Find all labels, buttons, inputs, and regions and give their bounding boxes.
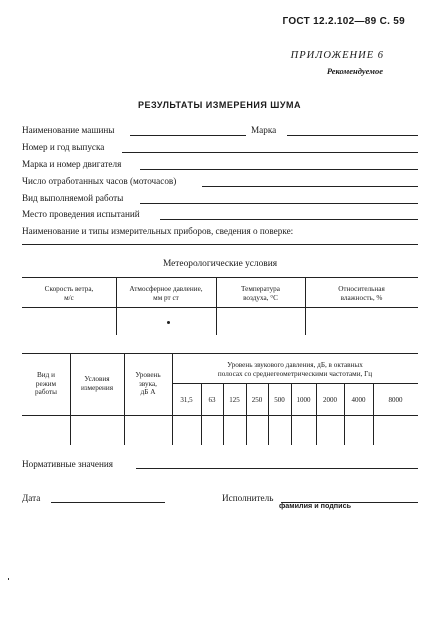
noise-header-line: Уровень звукового давления, дБ, в октавных [227, 361, 363, 369]
meteo-header-humidity [305, 285, 418, 303]
frequency-label: 1000 [296, 396, 311, 404]
frequency-label: 125 [229, 396, 240, 404]
number-year-field[interactable] [122, 152, 418, 153]
noise-header-line: звука, [139, 379, 157, 388]
meteo-rule [22, 307, 418, 308]
noise-divider [201, 383, 202, 445]
performer-label: Исполнитель [222, 493, 274, 503]
frequency-label: 4000 [351, 396, 366, 404]
meteo-header-line: Атмосферное давление, [129, 285, 203, 293]
meteo-header-line: мм рт ст [153, 294, 179, 302]
machine-name-label: Наименование машины [22, 125, 115, 135]
frequency-label: 2000 [323, 396, 337, 404]
frequency-label: 500 [274, 396, 285, 404]
meteo-rule [22, 277, 418, 278]
meteo-header-line: воздуха, °С [243, 294, 278, 302]
meteo-header-line: влажность, % [340, 294, 383, 302]
noise-header-line: измерения [80, 383, 114, 392]
noise-header-line: Вид и [37, 371, 55, 379]
meteo-table [22, 247, 418, 342]
date-field[interactable] [51, 502, 165, 503]
noise-divider [246, 383, 247, 445]
meteo-header-wind [22, 285, 116, 303]
meteo-header-temperature [216, 285, 305, 303]
meteo-header-line: м/с [64, 294, 74, 302]
test-place-field[interactable] [160, 219, 418, 220]
appendix-note: Рекомендуемое [326, 66, 383, 76]
form-title: РЕЗУЛЬТАТЫ ИЗМЕРЕНИЯ ШУМА [138, 100, 301, 110]
noise-divider [344, 383, 345, 445]
meteo-header-line: Температура [241, 285, 280, 293]
instruments-field[interactable] [22, 244, 418, 245]
work-type-field[interactable] [140, 203, 418, 204]
noise-divider [268, 383, 269, 445]
test-place-label: Место проведения испытаний [22, 209, 140, 219]
machine-name-field[interactable] [130, 135, 246, 136]
meteo-header-line: Относительная [338, 285, 385, 293]
noise-header-mode [22, 371, 70, 397]
noise-rule [22, 353, 418, 354]
noise-header-line: режим [35, 379, 57, 388]
frequency-label: 8000 [388, 396, 403, 404]
hours-label: Число отработанных часов (моточасов) [22, 176, 177, 186]
noise-header-line: работы [35, 388, 57, 396]
date-label: Дата [22, 493, 41, 503]
ink-mark [167, 321, 170, 324]
hours-field[interactable] [202, 186, 418, 187]
number-year-label: Номер и год выпуска [22, 142, 105, 152]
noise-table [22, 353, 418, 445]
noise-header-level [124, 371, 172, 397]
noise-header-line: Уровень [135, 371, 161, 379]
noise-header-line: полосах со среднегеометрическими частотами, Гц [217, 369, 373, 378]
frequency-label: 63 [208, 396, 216, 404]
normative-field[interactable] [136, 468, 418, 469]
frequency-label: 250 [251, 396, 263, 404]
noise-divider [373, 383, 374, 445]
noise-header-line: дБ А [140, 388, 156, 396]
noise-octave-caption [172, 361, 418, 378]
noise-header-conditions [70, 375, 124, 392]
noise-rule [22, 415, 418, 416]
standard-header: ГОСТ 12.2.102—89 С. 59 [282, 16, 405, 27]
noise-divider [291, 383, 292, 445]
noise-rule [172, 383, 418, 384]
signature-note: фамилия и подпись [279, 501, 351, 510]
noise-divider [316, 383, 317, 445]
brand-label: Марка [251, 125, 277, 135]
work-type-label: Вид выполняемой работы [22, 193, 124, 203]
engine-field[interactable] [140, 169, 418, 170]
ink-mark [8, 578, 9, 580]
appendix-label: ПРИЛОЖЕНИЕ 6 [290, 50, 384, 61]
meteo-header-line: Скорость ветра, [44, 285, 94, 293]
noise-divider [124, 353, 125, 445]
noise-header-line: Условия [84, 375, 110, 383]
noise-divider [223, 383, 224, 445]
noise-divider [70, 353, 71, 445]
meteo-header-pressure [116, 285, 216, 303]
engine-label: Марка и номер двигателя [22, 159, 122, 169]
normative-label: Нормативные значения [22, 459, 114, 469]
brand-field[interactable] [287, 135, 418, 136]
instruments-label: Наименование и типы измерительных приборов, сведения о поверке: [22, 226, 294, 236]
meteo-caption: Метеорологические условия [162, 259, 278, 269]
frequency-label: 31,5 [180, 396, 193, 404]
